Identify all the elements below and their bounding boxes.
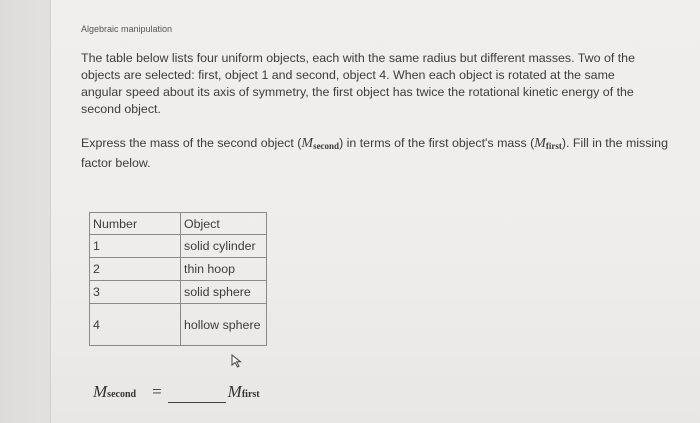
m-second-symbol: M [301,136,314,151]
mouse-pointer-icon [231,354,243,368]
question-page [50,0,700,423]
rhs-mass-symbol: M [227,382,242,401]
question-text [81,50,641,118]
m-second-subscript: second [313,141,340,151]
lhs-mass-symbol: M [93,382,108,401]
objects-table [89,212,267,346]
table-row [90,258,267,281]
row-number: 2 [90,258,181,281]
prompt-part1: Express the mass of the second object ( [81,136,302,150]
m-first-symbol: M [534,136,546,151]
row-object: solid sphere [181,281,267,304]
header-number: Number [90,213,181,235]
row-object: hollow sphere [181,304,267,346]
equals-sign: = [152,382,162,401]
answer-equation [93,382,260,403]
rhs-mass-subscript: first [241,389,260,400]
row-number: 4 [90,304,181,346]
missing-factor-input[interactable] [168,387,226,403]
row-object: solid cylinder [181,235,267,258]
question-body: The table below lists four uniform objects, each with the same radius but different masses. Two of the objects are selected: first, object 1 and second, object 4. When each object is rotated at the same angular speed about its axis of symmetry, the first object has twice the rotational kinetic energy of the second object. [81,51,635,116]
lhs-mass-subscript: second [107,389,137,400]
prompt-part2: ) in terms of the first object's mass ( [339,136,535,150]
prompt-part3: ). Fill in the missing factor below. [81,136,668,170]
table-header-row [90,213,267,235]
row-number: 1 [90,235,181,258]
prompt-text [81,135,671,172]
row-object: thin hoop [181,258,267,281]
table-row [90,281,267,304]
table-row [90,235,267,258]
table-row [90,304,267,346]
header-object: Object [181,213,267,235]
row-number: 3 [90,281,181,304]
section-label: Algebraic manipulation [81,24,173,34]
m-first-subscript: first [545,141,562,151]
